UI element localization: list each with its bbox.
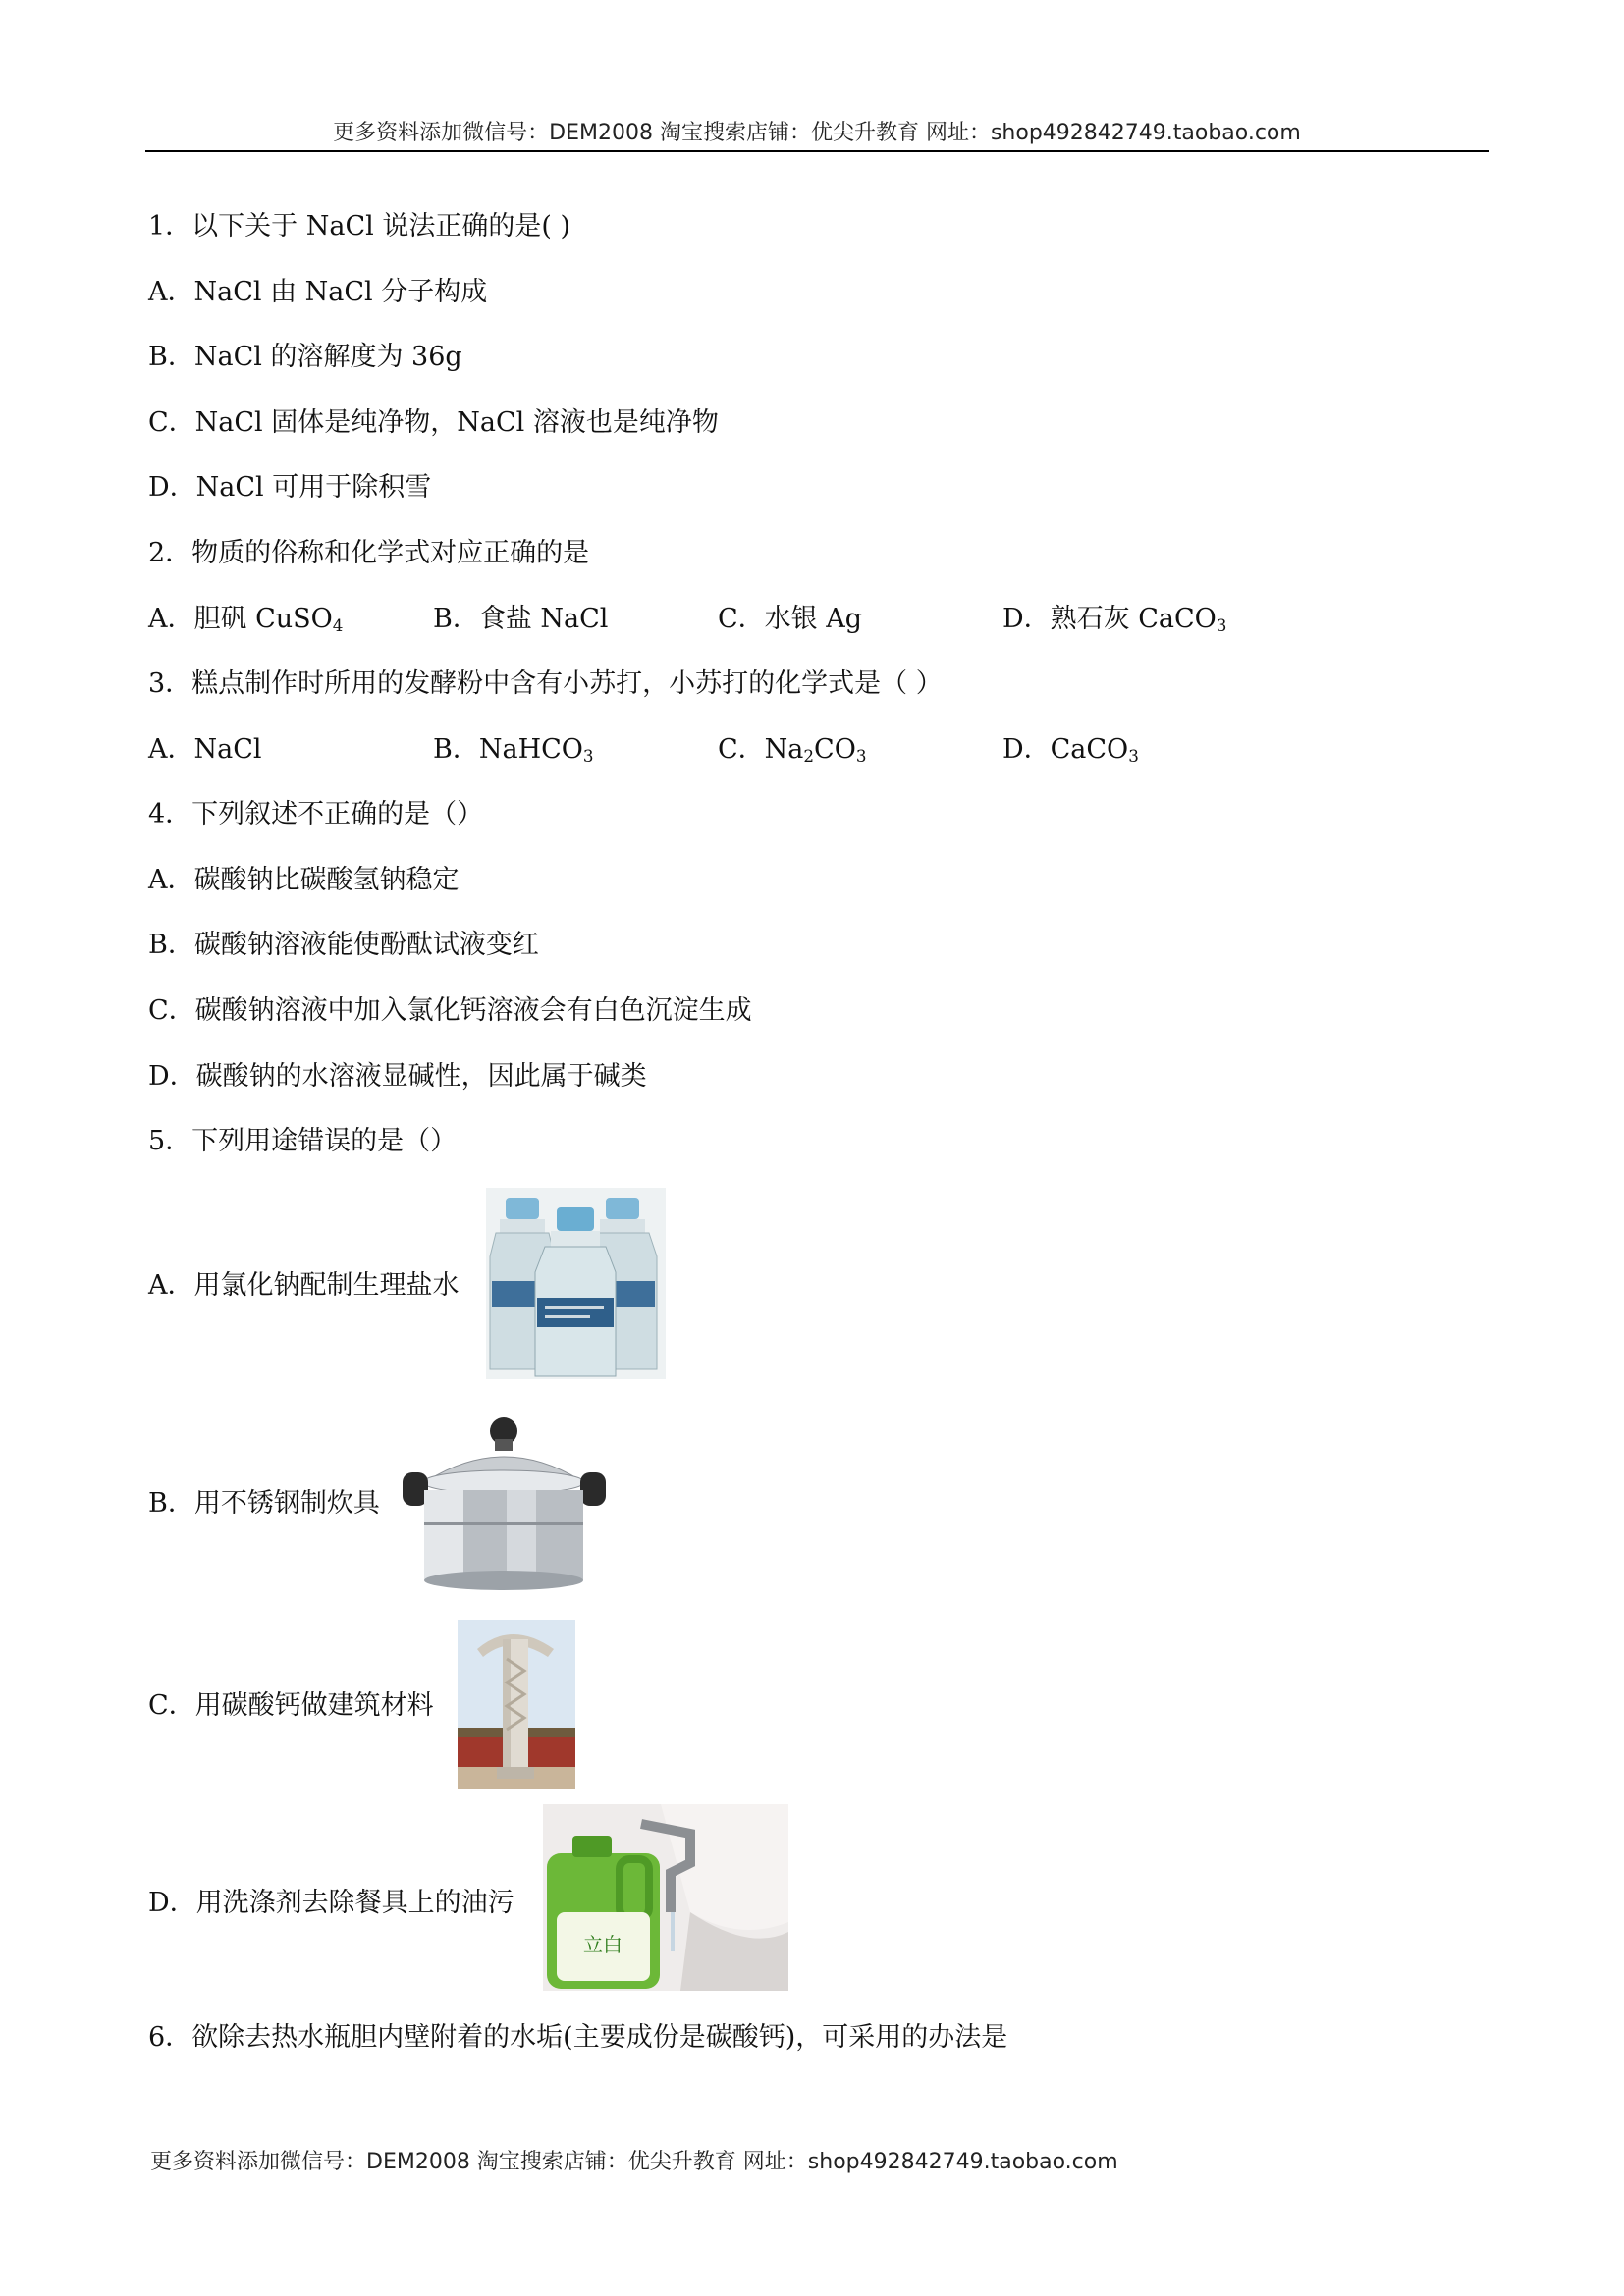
page-header: 更多资料添加微信号：DEM2008 淘宝搜索店铺：优尖升教育 网址：shop492842749.taobao.com <box>333 121 1301 145</box>
q5-option-a: A．用氯化钠配制生理盐水 <box>148 1270 460 1301</box>
q5-option-b: B．用不锈钢制炊具 <box>148 1488 380 1519</box>
q3-stem: 3．糕点制作时所用的发酵粉中含有小苏打，小苏打的化学式是（ ） <box>148 668 943 699</box>
stainless-pot-image <box>399 1414 610 1595</box>
q2-stem: 2．物质的俗称和化学式对应正确的是 <box>148 538 590 568</box>
q3-option-c: C．$Na_2CO_3$ <box>718 734 867 767</box>
q5-stem: 5．下列用途错误的是（） <box>148 1126 458 1156</box>
q4-option-b: B．碳酸钠溶液能使酚酞试液变红 <box>148 930 539 960</box>
q4-option-c: C．碳酸钠溶液中加入氯化钙溶液会有白色沉淀生成 <box>148 995 752 1026</box>
saline-bottles-image <box>486 1188 666 1379</box>
q5-option-c: C．用碳酸钙做建筑材料 <box>148 1690 434 1721</box>
q2-option-c: C．水银 Ag <box>718 604 863 634</box>
q4-option-d: D．碳酸钠的水溶液显碱性，因此属于碱类 <box>148 1061 647 1092</box>
q3-option-b: B．NaHCO$_3$ <box>433 734 594 767</box>
detergent-bottle-label: 立白 <box>583 1933 623 1956</box>
page-footer: 更多资料添加微信号：DEM2008 淘宝搜索店铺：优尖升教育 网址：shop492842749.taobao.com <box>150 2150 1118 2174</box>
q1-option-c: C．NaCl 固体是纯净物，NaCl 溶液也是纯净物 <box>148 407 719 438</box>
q1-option-a: A．NaCl 由 NaCl 分子构成 <box>148 277 488 307</box>
q1-stem: 1．以下关于 NaCl 说法正确的是( ) <box>148 211 571 241</box>
q3-option-d: D．CaCO$_3$ <box>1002 734 1139 767</box>
q5-option-d: D．用洗涤剂去除餐具上的油污 <box>148 1888 514 1918</box>
q2-option-a: A．胆矾 CuSO$_4$ <box>148 604 344 636</box>
q3-option-a: A．NaCl <box>148 734 262 765</box>
q2-option-d: D．熟石灰 CaCO$_3$ <box>1002 604 1227 636</box>
q1-option-b: B．NaCl 的溶解度为 36g <box>148 342 462 372</box>
header-divider <box>145 150 1489 152</box>
q4-stem: 4．下列叙述不正确的是（） <box>148 799 484 829</box>
detergent-bottle-image <box>543 1804 788 1991</box>
q2-option-b: B．食盐 NaCl <box>433 604 609 634</box>
q1-option-d: D．NaCl 可用于除积雪 <box>148 472 432 503</box>
q4-option-a: A．碳酸钠比碳酸氢钠稳定 <box>148 865 460 895</box>
huabiao-column-image <box>458 1620 575 1789</box>
q6-stem: 6．欲除去热水瓶胆内壁附着的水垢(主要成份是碳酸钙)，可采用的办法是 <box>148 2022 1008 2053</box>
